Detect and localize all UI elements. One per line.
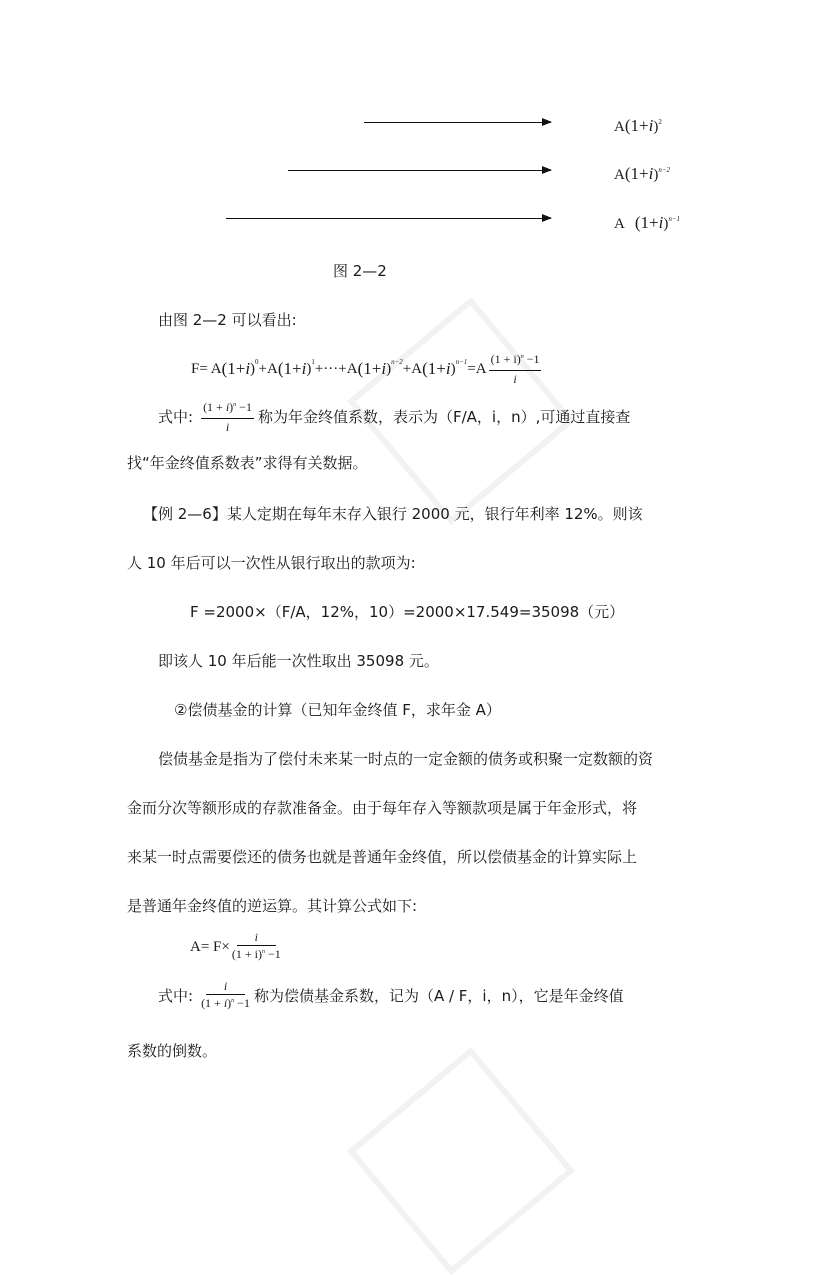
cashflow-arrow-3 bbox=[226, 218, 551, 219]
formula-annuity-future-value: F= A (1+ i ) 0 +A (1+ i ) 1 +···+A (1+ i ) n−2 +A (1+ i ) n−1 =A $\frac{(1 + i)^n -1}{i}$ bbox=[191, 352, 540, 386]
example-heading: 【例 2—6】某人定期在每年末存入银行 2000 元，银行年利率 12%。则该 bbox=[143, 505, 643, 523]
fraction: $\frac{i}{(1 + i)^n -1}$ bbox=[231, 930, 281, 961]
section-heading: ②偿债基金的计算（已知年金终值 F，求年金 A） bbox=[174, 701, 501, 719]
paragraph: 偿债基金是指为了偿付未来某一时点的一定金额的债务或积聚一定数额的资 bbox=[158, 750, 654, 768]
watermark-frame bbox=[347, 1047, 575, 1275]
fraction: $\frac{(1 + i)^n -1}{i}$ bbox=[203, 400, 252, 434]
paragraph: 即该人 10 年后能一次性取出 35098 元。 bbox=[158, 652, 439, 670]
diagram-label-3: A $(1+i)^{n-1}$ bbox=[614, 213, 681, 232]
paragraph: 系数的倒数。 bbox=[127, 1042, 218, 1060]
paragraph: 人 10 年后可以一次性从银行取出的款项为: bbox=[127, 554, 416, 572]
figure-caption: 图 2—2 bbox=[333, 262, 387, 280]
fraction: $\frac{i}{(1 + i)^n -1}$ bbox=[201, 979, 250, 1010]
diagram-label-2: $A(1+i)^{n-2}$ bbox=[614, 164, 671, 183]
paragraph: 由图 2—2 可以看出: bbox=[158, 311, 297, 329]
paragraph: 来某一时点需要偿还的债务也就是普通年金终值，所以偿债基金的计算实际上 bbox=[127, 848, 638, 866]
paragraph-coefficient: 式中: $\frac{i}{(1 + i)^n -1}$ 称为偿债基金系数，记为（A / F，i，n），它是年金终值 bbox=[158, 979, 624, 1013]
calculation: F =2000×（F/A，12%，10）=2000×17.549=35098（元） bbox=[190, 603, 625, 621]
formula-sinking-fund: A= F× $\frac{i}{(1 + i)^n -1}$ bbox=[190, 930, 281, 964]
diagram-label-1: $A(1+i)^2$ bbox=[614, 116, 662, 135]
paragraph: 金而分次等额形成的存款准备金。由于每年存入等额款项是属于年金形式，将 bbox=[127, 799, 638, 817]
cashflow-arrow-2 bbox=[288, 170, 551, 171]
paragraph-coefficient: 式中: $\frac{(1 + i)^n -1}{i}$ 称为年金终值系数，表示为（F/A，i，n）,可通过直接查 bbox=[158, 400, 631, 434]
paragraph: 是普通年金终值的逆运算。其计算公式如下: bbox=[127, 897, 418, 915]
cashflow-arrow-1 bbox=[364, 122, 551, 123]
fraction: $\frac{(1 + i)^n -1}{i}$ bbox=[490, 352, 540, 386]
paragraph: 找“年金终值系数表”求得有关数据。 bbox=[127, 454, 368, 472]
